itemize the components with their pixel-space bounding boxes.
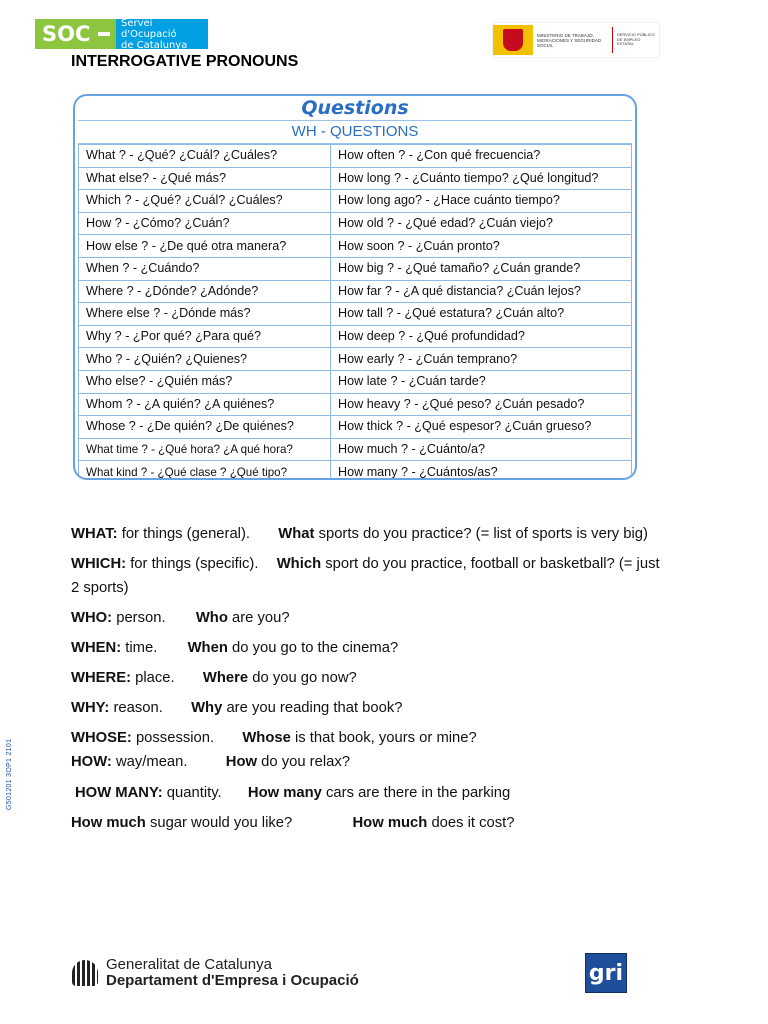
- gri-logo: gri: [585, 953, 627, 993]
- question-row: [79, 145, 632, 168]
- example-which-cont: 2 sports): [71, 580, 129, 596]
- question-cell-left: How else ? - ¿De qué otra manera?: [79, 235, 331, 258]
- question-cell-left: Where ? - ¿Dónde? ¿Adónde?: [79, 280, 331, 303]
- example-how-much-keyword-1: How much: [71, 815, 146, 831]
- question-cell-left: Why ? - ¿Por qué? ¿Para qué?: [79, 325, 331, 348]
- line-when: [71, 640, 398, 656]
- example-how: do you relax?: [261, 754, 350, 770]
- generalitat-line2: Departament d'Empresa i Ocupació: [106, 972, 359, 989]
- line-whose: [71, 730, 477, 746]
- questions-table-box: [73, 94, 637, 480]
- example-which: sport do you practice, football or basketball? (= just: [325, 556, 660, 572]
- question-cell-left: Who else? - ¿Quién más?: [79, 370, 331, 393]
- question-cell-left: Which ? - ¿Qué? ¿Cuál? ¿Cuáles?: [79, 190, 331, 213]
- ministry-logo: [492, 22, 660, 58]
- example-what: sports do you practice? (= list of sports is very big): [318, 526, 648, 542]
- ministry-name: MINISTERIO DE TRABAJO, MIGRACIONES Y SEGURIDAD SOCIAL: [533, 27, 613, 53]
- example-how-much-keyword-2: How much: [352, 815, 428, 831]
- question-cell-left: Whom ? - ¿A quién? ¿A quiénes?: [79, 393, 331, 416]
- question-cell-right: How thick ? - ¿Qué espesor? ¿Cuán grueso?: [331, 416, 632, 439]
- question-cell-left: Whose ? - ¿De quién? ¿De quiénes?: [79, 416, 331, 439]
- example-whose-keyword: Whose: [242, 730, 291, 746]
- def-when: time.: [125, 640, 158, 656]
- example-whose: is that book, yours or mine?: [294, 730, 477, 746]
- example-how-much-1: sugar would you like?: [149, 815, 293, 831]
- generalitat-logo: [72, 957, 359, 989]
- label-how-many: HOW MANY:: [75, 785, 163, 801]
- questions-title: Questions: [301, 97, 409, 119]
- label-how: HOW:: [71, 754, 112, 770]
- page-title: INTERROGATIVE PRONOUNS: [71, 53, 299, 70]
- def-what: for things (general).: [121, 526, 251, 542]
- question-row: [79, 393, 632, 416]
- sepe-name: SERVICIO PÚBLICO DE EMPLEO ESTATAL: [617, 32, 655, 47]
- def-who: person.: [116, 610, 166, 626]
- question-row: [79, 235, 632, 258]
- def-how: way/mean.: [115, 754, 188, 770]
- question-row: [79, 212, 632, 235]
- line-who: [71, 610, 290, 626]
- question-row: [79, 348, 632, 371]
- question-row: [79, 303, 632, 326]
- wh-questions-subtitle: WH - QUESTIONS: [78, 120, 632, 144]
- question-row: [79, 190, 632, 213]
- example-how-much-2: does it cost?: [431, 815, 515, 831]
- soc-logo-bar: [116, 19, 208, 49]
- example-where-keyword: Where: [202, 670, 249, 686]
- question-row: [79, 280, 632, 303]
- def-whose: possession.: [135, 730, 215, 746]
- question-cell-left: What ? - ¿Qué? ¿Cuál? ¿Cuáles?: [79, 145, 331, 168]
- soc-logo-line2: de Catalunya: [121, 39, 188, 51]
- question-cell-right: How far ? - ¿A qué distancia? ¿Cuán lejos?: [331, 280, 632, 303]
- line-which: [71, 556, 660, 572]
- question-cell-right: How soon ? - ¿Cuán pronto?: [331, 235, 632, 258]
- question-cell-left: What time ? - ¿Qué hora? ¿A qué hora?: [79, 438, 331, 461]
- label-where: WHERE:: [71, 670, 132, 686]
- document-code: G501201 3OP1 2101: [6, 738, 13, 810]
- question-row: [79, 438, 632, 461]
- soc-logo-word: SOC: [42, 22, 91, 46]
- label-when: WHEN:: [71, 640, 122, 656]
- line-how-many: [75, 785, 510, 801]
- soc-logo: [35, 19, 208, 49]
- label-why: WHY:: [71, 700, 110, 716]
- question-cell-right: How long ? - ¿Cuánto tiempo? ¿Qué longitud?: [331, 167, 632, 190]
- label-which: WHICH:: [71, 556, 127, 572]
- line-how: [71, 754, 350, 770]
- label-who: WHO:: [71, 610, 113, 626]
- example-how-keyword: How: [225, 754, 257, 770]
- question-cell-left: What kind ? - ¿Qué clase ? ¿Qué tipo?: [79, 461, 331, 480]
- def-why: reason.: [113, 700, 163, 716]
- question-row: [79, 370, 632, 393]
- example-who-keyword: Who: [195, 610, 228, 626]
- question-cell-right: How tall ? - ¿Qué estatura? ¿Cuán alto?: [331, 303, 632, 326]
- line-what: [71, 526, 648, 542]
- example-what-keyword: What: [278, 526, 315, 542]
- example-which-keyword: Which: [276, 556, 322, 572]
- question-cell-right: How heavy ? - ¿Qué peso? ¿Cuán pesado?: [331, 393, 632, 416]
- question-cell-right: How many ? - ¿Cuántos/as?: [331, 461, 632, 480]
- question-cell-right: How often ? - ¿Con qué frecuencia?: [331, 145, 632, 168]
- example-why: are you reading that book?: [226, 700, 403, 716]
- example-why-keyword: Why: [191, 700, 223, 716]
- question-cell-left: When ? - ¿Cuándo?: [79, 257, 331, 280]
- example-who: are you?: [232, 610, 290, 626]
- question-cell-right: How deep ? - ¿Qué profundidad?: [331, 325, 632, 348]
- generalitat-text: [98, 957, 359, 989]
- question-cell-right: How big ? - ¿Qué tamaño? ¿Cuán grande?: [331, 257, 632, 280]
- question-row: [79, 416, 632, 439]
- question-cell-left: Who ? - ¿Quién? ¿Quienes?: [79, 348, 331, 371]
- example-how-many-keyword: How many: [247, 785, 322, 801]
- example-when: do you go to the cinema?: [232, 640, 399, 656]
- example-where: do you go now?: [252, 670, 357, 686]
- question-cell-left: What else? - ¿Qué más?: [79, 167, 331, 190]
- line-where: [71, 670, 357, 686]
- line-which-cont: [71, 580, 129, 596]
- example-how-many: cars are there in the parking: [326, 785, 511, 801]
- generalitat-line1: Generalitat de Catalunya: [106, 956, 272, 973]
- question-cell-right: How much ? - ¿Cuánto/a?: [331, 438, 632, 461]
- example-when-keyword: When: [187, 640, 228, 656]
- question-cell-right: How early ? - ¿Cuán temprano?: [331, 348, 632, 371]
- soc-logo-line1: Servei d'Ocupació: [121, 17, 177, 40]
- question-cell-right: How long ago? - ¿Hace cuánto tiempo?: [331, 190, 632, 213]
- generalitat-emblem-icon: [72, 960, 98, 986]
- question-row: [79, 167, 632, 190]
- question-row: [79, 257, 632, 280]
- spain-coat-of-arms-icon: [493, 25, 533, 55]
- label-what: WHAT:: [71, 526, 118, 542]
- question-cell-left: Where else ? - ¿Dónde más?: [79, 303, 331, 326]
- soc-logo-dash: [98, 32, 110, 36]
- question-cell-left: How ? - ¿Cómo? ¿Cuán?: [79, 212, 331, 235]
- line-how-much: [71, 815, 515, 831]
- question-row: [79, 325, 632, 348]
- label-whose: WHOSE:: [71, 730, 132, 746]
- def-where: place.: [135, 670, 175, 686]
- question-cell-right: How old ? - ¿Qué edad? ¿Cuán viejo?: [331, 212, 632, 235]
- wh-questions-table: [78, 144, 632, 480]
- question-cell-right: How late ? - ¿Cuán tarde?: [331, 370, 632, 393]
- def-which: for things (specific).: [130, 556, 259, 572]
- question-row: [79, 461, 632, 480]
- def-how-many: quantity.: [166, 785, 222, 801]
- line-why: [71, 700, 403, 716]
